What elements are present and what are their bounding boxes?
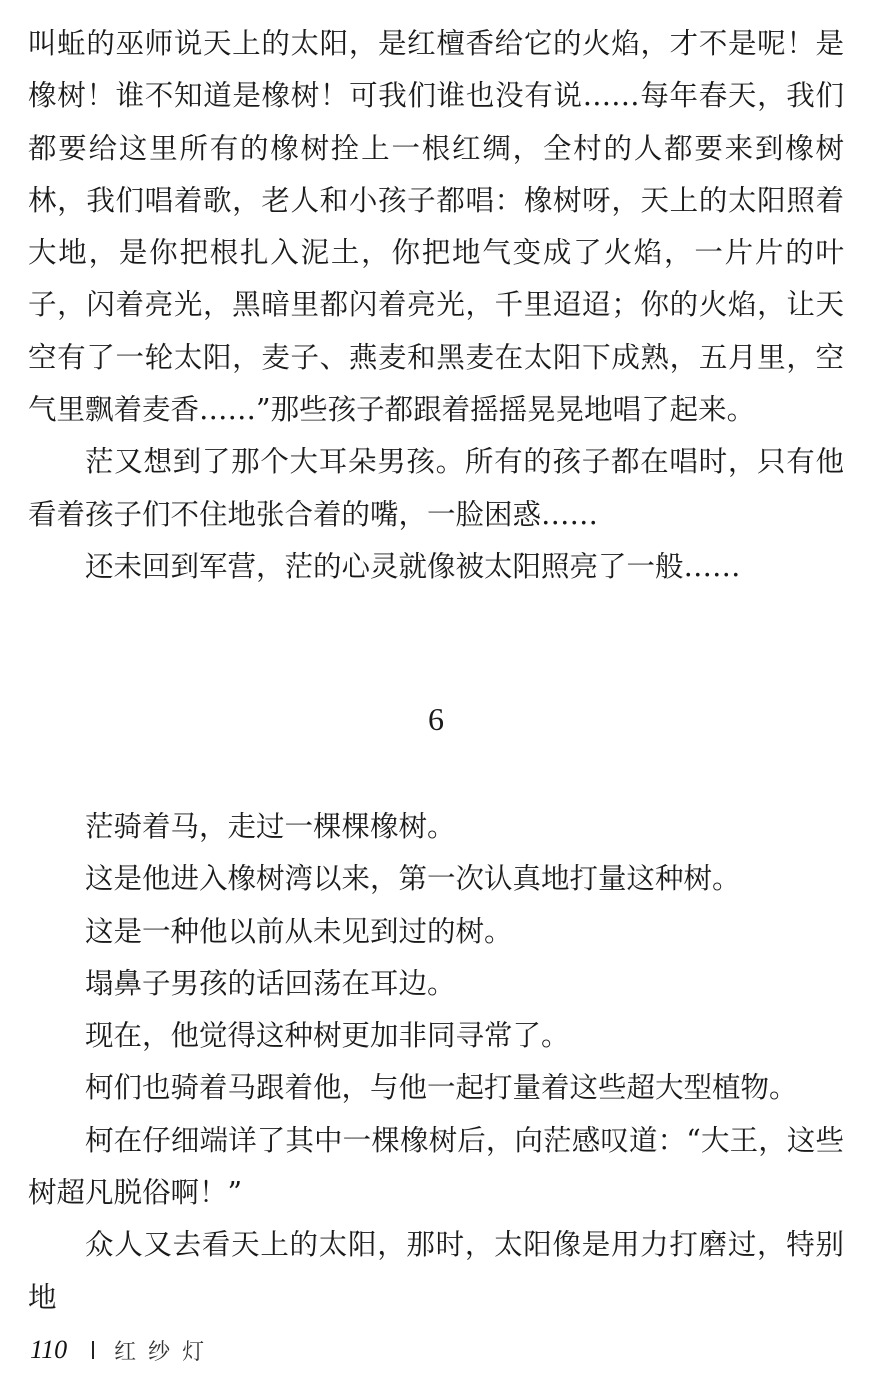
page-text-upper [28,18,844,593]
paragraph-song: 叫蚯的巫师说天上的太阳，是红檀香给它的火焰，才不是呢！是橡树！谁不知道是橡树！可我们谁也没有说……每年春天，我们都要给这里所有的橡树拴上一根红绸，全村的人都要来到橡树林，我们唱着歌，老人和小孩子都唱：橡树呀，天上的太阳照着大地，是你把根扎入泥土，你把地气变成了火焰，一片片的叶子，闪着亮光，黑暗里都闪着亮光，千里迢迢；你的火焰，让天空有了一轮太阳，麦子、燕麦和黑麦在太阳下成熟，五月里，空气里飘着麦香……”那些孩子都跟着摇摇晃晃地唱了起来。 [28,27,844,427]
page-text-lower [28,801,844,1324]
paragraph: 众人又去看天上的太阳，那时，太阳像是用力打磨过，特别地 [28,1228,844,1314]
chapter-number: 6 [428,701,444,737]
paragraph: 柯在仔细端详了其中一棵橡树后，向茫感叹道：“大王，这些树超凡脱俗啊！” [28,1123,844,1210]
footer-divider [92,1341,94,1359]
paragraph-return-to-camp: 还未回到军营，茫的心灵就像被太阳照亮了一般…… [85,549,741,583]
paragraph: 茫骑着马，走过一棵棵橡树。 [85,810,456,843]
book-title: 红纱灯 [114,1339,217,1365]
paragraph-big-eared-boy: 茫又想到了那个大耳朵男孩。所有的孩子都在唱时，只有他看着孩子们不住地张合着的嘴，一脸困惑…… [28,445,844,531]
paragraph: 现在，他觉得这种树更加非同寻常了。 [85,1019,570,1053]
paragraph: 这是他进入橡树湾以来，第一次认真地打量这种树。 [85,862,741,896]
page-footer [30,1332,216,1368]
paragraph: 这是一种他以前从未见到过的树。 [85,914,513,948]
paragraph: 塌鼻子男孩的话回荡在耳边。 [85,966,456,1000]
paragraph: 柯们也骑着马跟着他，与他一起打量着这些超大型植物。 [85,1071,798,1105]
page-number: 110 [30,1335,68,1364]
